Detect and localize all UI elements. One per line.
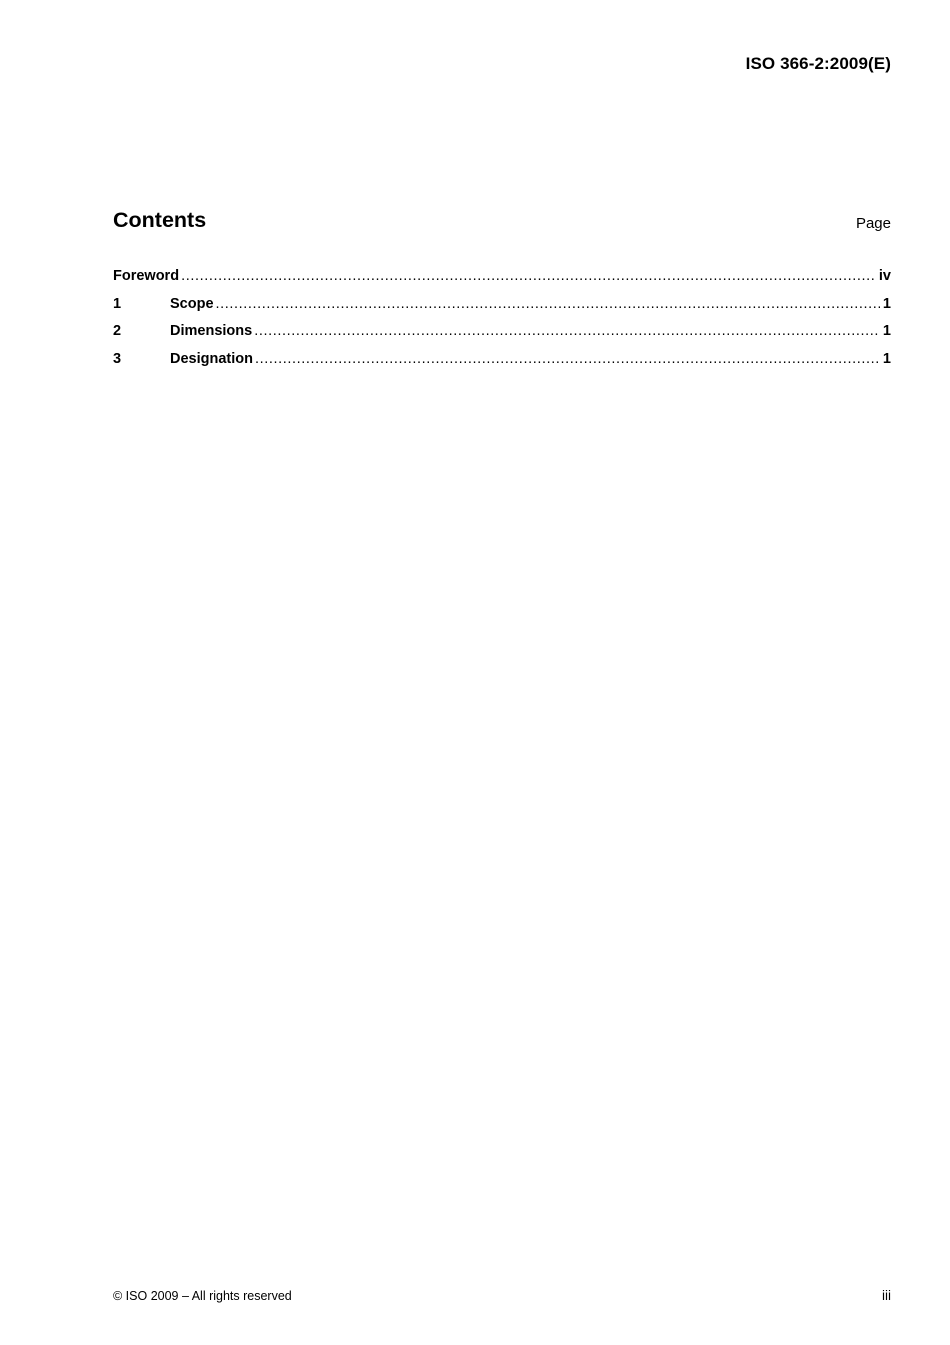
toc-entry-page: iv — [878, 268, 891, 284]
toc-entry-page: 1 — [882, 323, 891, 339]
toc-entry-title: Foreword — [113, 268, 180, 284]
footer-page-number: iii — [882, 1288, 891, 1303]
toc-entry-title: Scope — [170, 295, 214, 312]
document-identifier: ISO 366-2:2009(E) — [745, 54, 891, 73]
toc-entry-page: 1 — [882, 350, 891, 367]
contents-heading: Contents — [113, 208, 207, 232]
toc-entry-page: 1 — [882, 295, 891, 312]
toc-entry-title: Designation — [170, 350, 253, 367]
toc-leader-dots — [181, 268, 876, 284]
toc-entry-number: 3 — [113, 350, 122, 367]
footer-copyright: © ISO 2009 – All rights reserved — [113, 1289, 292, 1303]
toc-entry-dimensions[interactable] — [113, 323, 891, 351]
toc-entry-title: Dimensions — [170, 323, 253, 339]
toc-entry-scope[interactable] — [113, 296, 891, 324]
toc-leader-dots — [254, 323, 880, 339]
page-column-label: Page — [855, 215, 891, 232]
toc-leader-dots — [255, 351, 880, 367]
toc-entry-designation[interactable] — [113, 351, 891, 379]
toc-entry-number: 2 — [113, 323, 122, 339]
toc-entry-number: 1 — [113, 295, 122, 312]
toc-leader-dots — [216, 296, 880, 312]
table-of-contents — [113, 268, 891, 378]
toc-entry-foreword[interactable] — [113, 268, 891, 296]
